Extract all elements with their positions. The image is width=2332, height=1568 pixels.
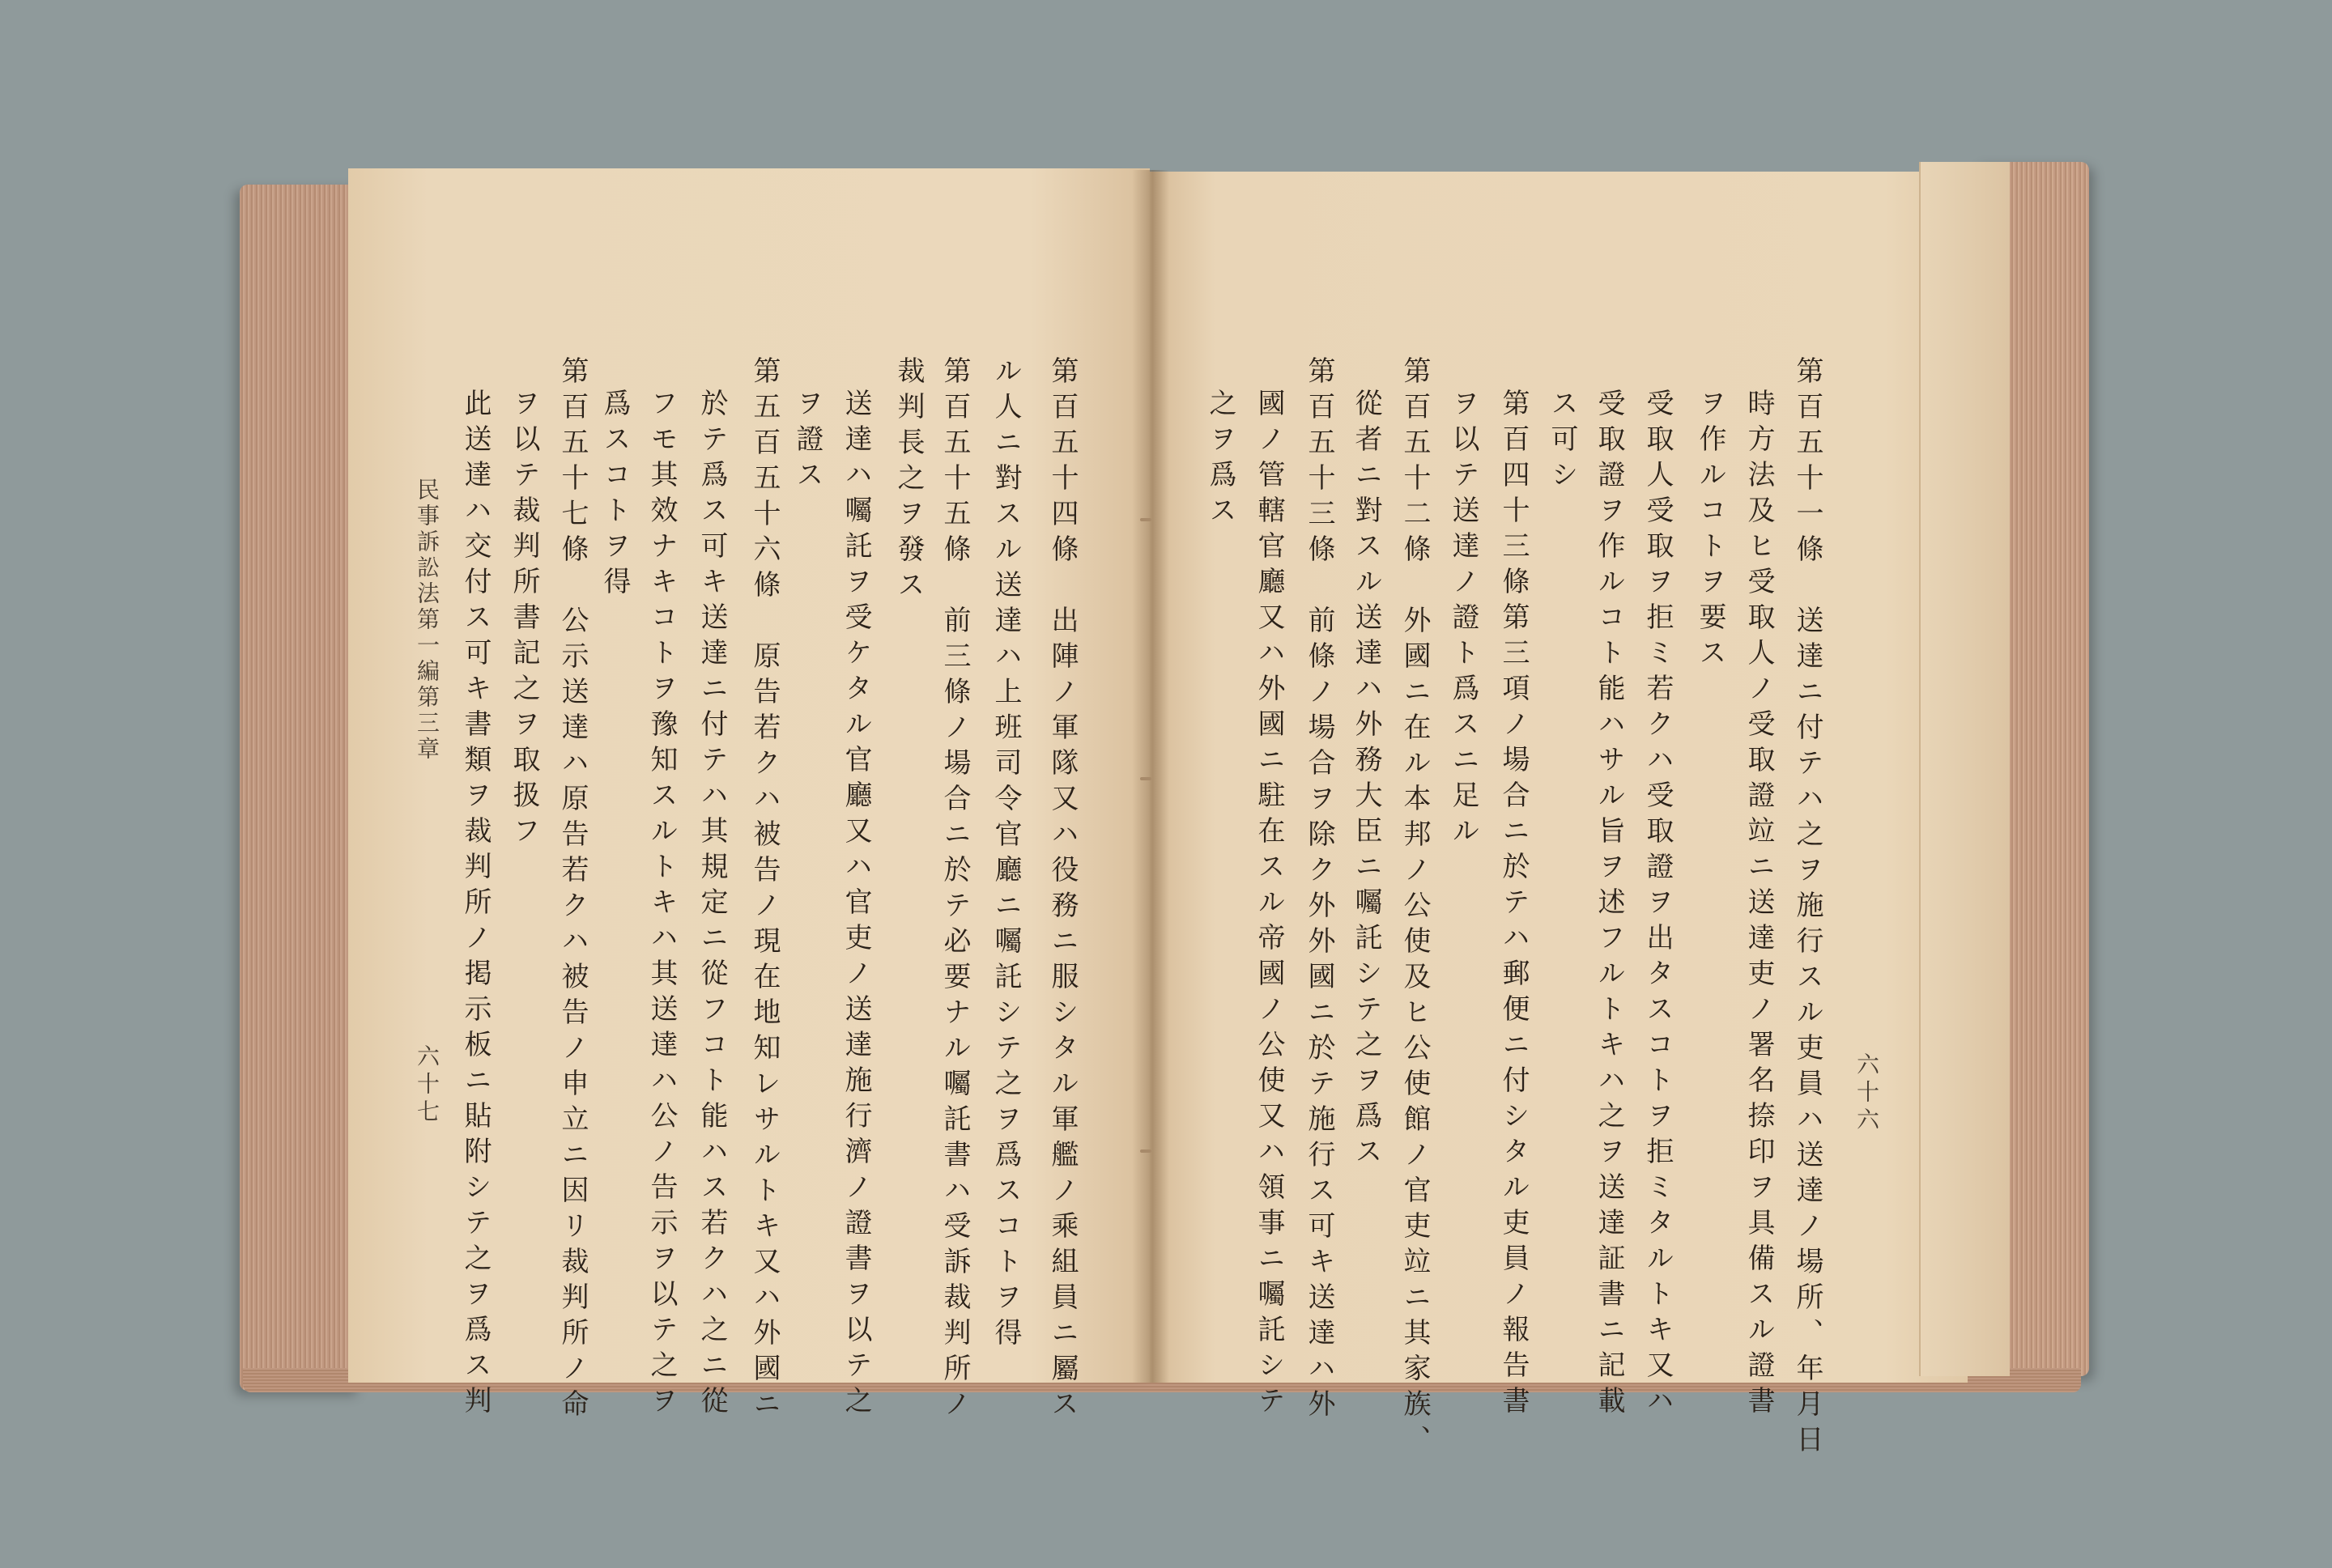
page-number-right: 六十六	[1853, 1052, 1880, 1135]
right-text-column: 第百四十三條第三項ノ場合ニ於テハ郵便ニ付シタル吏員ノ報告書	[1497, 389, 1530, 1421]
right-text-column: 受取人受取ヲ拒ミ若クハ受取證ヲ出タスコトヲ拒ミタルトキ又ハ	[1641, 389, 1674, 1421]
left-text-column: 於テ爲ス可キ送達ニ付テハ其規定ニ從フコト能ハス若クハ之ニ從	[696, 389, 728, 1421]
right-text-column: ス可シ	[1546, 389, 1578, 495]
book-gutter	[1132, 170, 1169, 1383]
left-text-column: 裁判長之ヲ發ス	[892, 356, 925, 606]
right-text-column: 第百五十二條 外國ニ在ル本邦ノ公使及ヒ公使館ノ官吏竝ニ其家族、	[1398, 356, 1431, 1460]
left-page-edges	[240, 185, 361, 1391]
left-text-column: 此送達ハ交付ス可キ書類ヲ裁判所ノ掲示板ニ貼附シテ之ヲ爲ス判	[459, 389, 492, 1421]
binding-stitch	[1140, 777, 1151, 780]
left-text-column: 第百五十五條 前三條ノ場合ニ於テ必要ナル囑託書ハ受訴裁判所ノ	[938, 356, 971, 1425]
right-text-column: ヲ作ルコトヲ要ス	[1694, 389, 1726, 674]
left-text-column: 送達ハ囑託ヲ受ケタル官廳又ハ官吏ノ送達施行濟ノ證書ヲ以テ之	[840, 389, 872, 1421]
right-text-column: 之ヲ爲ス	[1204, 389, 1236, 531]
left-text-column: 第五百五十六條 原告若クハ被告ノ現在地知レサルトキ又ハ外國ニ	[748, 356, 781, 1425]
page-number-left: 六十七	[414, 1044, 440, 1127]
left-text-column: ヲ以テ裁判所書記之ヲ取扱フ	[508, 389, 540, 852]
right-text-column: 受取證ヲ作ルコト能ハサル旨ヲ述フルトキハ之ヲ送達証書ニ記載	[1593, 389, 1625, 1421]
right-text-column: 第百五十三條 前條ノ場合ヲ除ク外外國ニ於テ施行ス可キ送達ハ外	[1303, 356, 1335, 1425]
right-text-column: 國ノ管轄官廳又ハ外國ニ駐在スル帝國ノ公使又ハ領事ニ囑託シテ	[1253, 389, 1285, 1421]
left-text-column: 第百五十七條 公示送達ハ原告若クハ被告ノ申立ニ因リ裁判所ノ命	[556, 356, 589, 1425]
binding-stitch	[1140, 1149, 1151, 1153]
left-text-column: 爲スコトヲ得	[598, 389, 631, 602]
binding-stitch	[1140, 518, 1151, 521]
left-text-column: ル人ニ對スル送達ハ上班司令官廳ニ囑託シテ之ヲ爲スコトヲ得	[989, 356, 1022, 1353]
running-head: 民事訴訟法第一編第三章	[414, 478, 440, 763]
right-text-column: 時方法及ヒ受取人ノ受取證竝ニ送達吏ノ署名捺印ヲ具備スル證書	[1743, 389, 1775, 1421]
right-text-column: 第百五十一條 送達ニ付テハ之ヲ施行スル吏員ハ送達ノ場所、年月日	[1791, 356, 1823, 1460]
right-text-column: ヲ以テ送達ノ證ト爲スニ足ル	[1447, 389, 1479, 852]
left-text-column: フモ其效ナキコトヲ豫知スルトキハ其送達ハ公ノ告示ヲ以テ之ヲ	[645, 389, 678, 1421]
left-text-column: 第百五十四條 出陣ノ軍隊又ハ役務ニ服シタル軍艦ノ乘組員ニ屬ス	[1046, 356, 1079, 1425]
protruding-leaves	[1919, 162, 2010, 1376]
right-text-column: 從者ニ對スル送達ハ外務大臣ニ囑託シテ之ヲ爲ス	[1350, 389, 1382, 1172]
left-text-column: ヲ證ス	[791, 389, 823, 495]
